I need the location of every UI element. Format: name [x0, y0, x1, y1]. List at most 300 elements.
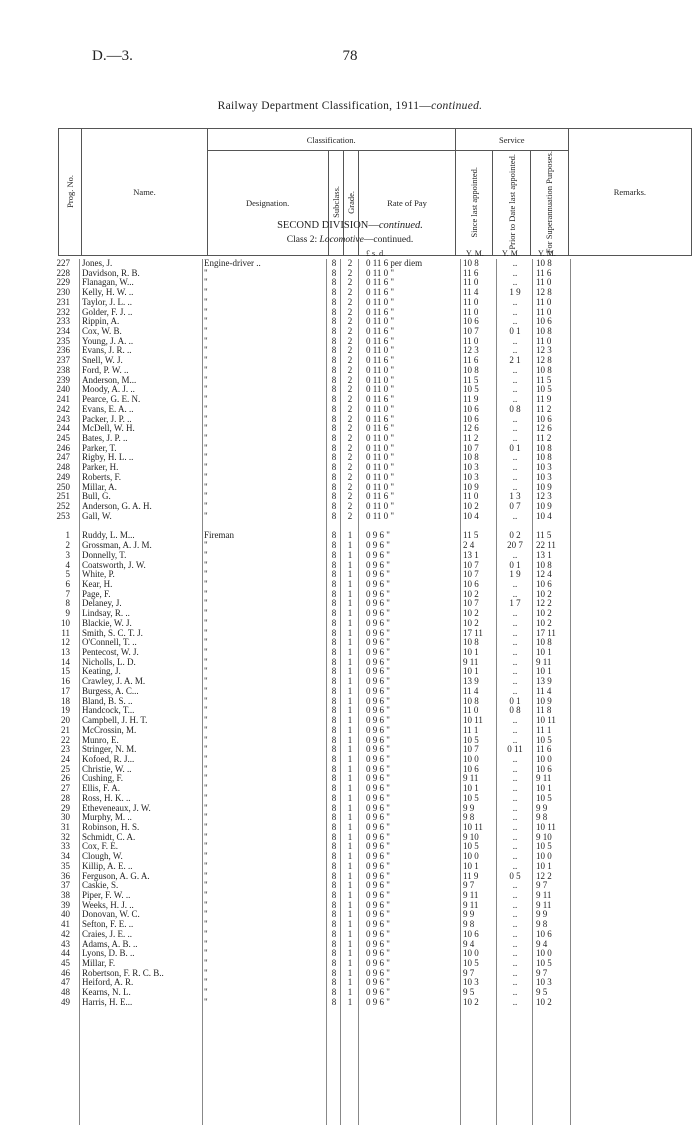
employee-name: Young, J. A. ..: [82, 336, 134, 346]
service-super: 10 1: [536, 783, 552, 794]
rate-of-pay: 0 9 6 ": [366, 802, 390, 813]
rate-of-pay: 0 9 6 ": [366, 705, 390, 716]
prog-no: 246: [56, 442, 70, 453]
employee-name: Ferguson, A. G. A.: [82, 871, 150, 881]
subclass: 8: [331, 792, 337, 803]
grade: 1: [347, 530, 353, 541]
service-prior: ..: [512, 423, 518, 434]
service-prior: 0 8: [509, 403, 521, 414]
subclass: 8: [331, 296, 337, 307]
subclass: 8: [331, 326, 337, 337]
subclass: 8: [331, 413, 337, 424]
service-prior: ..: [512, 432, 518, 443]
prog-no: 236: [56, 345, 70, 356]
grade: 1: [347, 909, 353, 920]
prog-no: 240: [56, 384, 70, 395]
designation: ": [204, 745, 208, 755]
rate-of-pay: 0 9 6 ": [366, 530, 390, 541]
service-prior: ..: [512, 656, 518, 667]
subclass: 8: [331, 724, 337, 735]
service-prior: ..: [512, 763, 518, 774]
service-prior: ..: [512, 462, 518, 473]
service-prior: ..: [512, 617, 518, 628]
employee-name: Pentecost, W. J.: [82, 648, 139, 658]
grade: 1: [347, 783, 353, 794]
subclass: 8: [331, 695, 337, 706]
rate-of-pay: 0 11 0 ": [366, 500, 395, 511]
rate-of-pay: 0 9 6 ": [366, 773, 390, 784]
designation: ": [204, 356, 208, 366]
rate-of-pay: 0 9 6 ": [366, 928, 390, 939]
designation: ": [204, 813, 208, 823]
employee-name: Kofoed, R. J...: [82, 754, 135, 764]
grade: 1: [347, 996, 353, 1007]
grade: 1: [347, 967, 353, 978]
designation: ": [204, 939, 208, 949]
table-row: [0, 998, 700, 1008]
service-since: 11 0: [463, 491, 479, 502]
rate-of-pay: 0 9 6 ": [366, 821, 390, 832]
employee-name: Handcock, T...: [82, 706, 135, 716]
service-prior: 1 9: [509, 287, 521, 298]
subclass: 8: [331, 403, 337, 414]
designation: ": [204, 793, 208, 803]
designation: ": [204, 511, 208, 521]
subclass: 8: [331, 267, 337, 278]
service-super: 12 3: [536, 345, 552, 356]
service-since: 10 9: [463, 481, 479, 492]
grade: 2: [347, 267, 353, 278]
designation: ": [204, 443, 208, 453]
employee-name: Piper, F. W. ..: [82, 891, 131, 900]
subclass: 8: [331, 549, 337, 560]
rate-of-pay: 0 9 6 ": [366, 617, 390, 628]
designation: ": [204, 268, 208, 278]
employee-name: Campbell, J. H. T.: [82, 716, 148, 726]
prog-no: 230: [56, 287, 70, 298]
subclass: 8: [331, 860, 337, 871]
employee-name: Craies, J. E. ..: [82, 929, 132, 939]
subclass: 8: [331, 802, 337, 813]
service-since: 11 5: [463, 530, 479, 541]
rate-of-pay: 0 11 6 ": [366, 394, 395, 405]
designation: ": [204, 628, 208, 638]
employee-name: White, P.: [82, 570, 115, 580]
service-prior: ..: [512, 783, 518, 794]
prog-no: 33: [61, 841, 70, 852]
service-prior: 0 5: [509, 870, 521, 881]
service-super: 10 2: [536, 617, 552, 628]
subclass: 8: [331, 345, 337, 356]
designation: ": [204, 463, 208, 473]
title-continued: continued.: [431, 100, 483, 112]
service-super: 10 2: [536, 996, 552, 1007]
designation: ": [204, 453, 208, 463]
service-super: 9 9: [536, 802, 548, 813]
prog-no: 3: [65, 549, 70, 560]
service-prior: ..: [512, 637, 518, 648]
service-since: 11 0: [463, 335, 479, 346]
employee-name: Evans, J. R. ..: [82, 346, 132, 356]
rate-of-pay: 0 11 6 per diem: [366, 258, 423, 268]
service-super: 9 11: [536, 890, 552, 900]
service-super: 12 2: [536, 598, 552, 609]
subclass: 8: [331, 579, 337, 589]
designation: ": [204, 891, 208, 900]
rate-of-pay: 0 9 6 ": [366, 666, 390, 677]
employee-name: Ellis, F. A.: [82, 784, 121, 794]
rate-of-pay: 0 9 6 ": [366, 870, 390, 881]
service-super: 17 11: [536, 627, 556, 638]
grade: 1: [347, 948, 353, 959]
service-since: 11 1: [463, 724, 479, 735]
grade: 1: [347, 559, 353, 570]
service-super: 11 2: [536, 403, 552, 414]
subclass: 8: [331, 364, 337, 375]
grade: 2: [347, 471, 353, 482]
service-super: 10 6: [536, 413, 552, 424]
service-prior: 1 3: [509, 491, 521, 502]
service-prior: ..: [512, 471, 518, 482]
rate-of-pay: 0 9 6 ": [366, 890, 390, 900]
service-prior: ..: [512, 928, 518, 939]
prog-no: 229: [56, 277, 70, 288]
service-super: 10 3: [536, 462, 552, 473]
subclass: 8: [331, 608, 337, 619]
service-since: 9 9: [463, 909, 475, 920]
service-super: 10 8: [536, 326, 552, 337]
service-super: 10 8: [536, 559, 552, 570]
prog-no: 6: [65, 579, 70, 589]
prog-no: 36: [61, 870, 70, 881]
grade: 2: [347, 374, 353, 385]
subclass: 8: [331, 287, 337, 298]
rate-of-pay: 0 9 6 ": [366, 569, 390, 580]
service-prior: ..: [512, 958, 518, 969]
employee-name: Harris, H. E...: [82, 997, 133, 1007]
designation: ": [204, 784, 208, 794]
service-since: 9 11: [463, 773, 479, 784]
grade: 1: [347, 588, 353, 599]
service-since: 9 7: [463, 967, 475, 978]
subclass: 8: [331, 462, 337, 473]
employee-name: Munro, E.: [82, 735, 119, 745]
subclass: 8: [331, 948, 337, 959]
designation: ": [204, 803, 208, 813]
header-prog-no: Prog. No.: [59, 129, 82, 256]
prog-no: 23: [61, 744, 70, 755]
service-since: 11 0: [463, 296, 479, 307]
employee-name: Packer, J. P. ..: [82, 414, 132, 424]
subclass: 8: [331, 967, 337, 978]
prog-no: 1: [65, 530, 70, 541]
service-prior: 0 1: [509, 559, 521, 570]
designation: ": [204, 385, 208, 395]
service-super: 12 4: [536, 569, 552, 580]
service-since: 9 5: [463, 987, 475, 998]
service-since: 10 1: [463, 783, 479, 794]
employee-name: Heiford, A. R.: [82, 978, 134, 988]
designation: ": [204, 764, 208, 774]
service-prior: ..: [512, 792, 518, 803]
service-super: 10 6: [536, 579, 552, 589]
grade: 1: [347, 890, 353, 900]
designation: ": [204, 832, 208, 842]
rate-of-pay: 0 9 6 ": [366, 579, 390, 589]
service-super: 12 6: [536, 423, 552, 434]
employee-name: O'Connell, T. ..: [82, 638, 137, 648]
rate-of-pay: 0 9 6 ": [366, 783, 390, 794]
rate-of-pay: 0 9 6 ": [366, 637, 390, 648]
grade: 2: [347, 394, 353, 405]
prog-no: 24: [61, 753, 70, 764]
employee-name: Parker, T.: [82, 443, 117, 453]
designation: ": [204, 307, 208, 317]
service-since: 10 5: [463, 792, 479, 803]
service-since: 10 6: [463, 928, 479, 939]
grade: 1: [347, 579, 353, 589]
prog-no: 45: [61, 958, 70, 969]
title-main: Railway Department Classification, 1911—: [217, 100, 432, 112]
designation: ": [204, 968, 208, 978]
employee-name: Page, F.: [82, 589, 111, 599]
service-prior: ..: [512, 374, 518, 385]
employee-name: Bates, J. P. ..: [82, 433, 128, 443]
grade: 2: [347, 413, 353, 424]
designation: ": [204, 550, 208, 560]
header-super: For Superannuation Purposes.: [531, 151, 569, 256]
service-super: 11 2: [536, 432, 552, 443]
service-since: 11 0: [463, 277, 479, 288]
subclass: 8: [331, 598, 337, 609]
service-super: 10 8: [536, 442, 552, 453]
service-prior: ..: [512, 734, 518, 745]
service-prior: ..: [512, 773, 518, 784]
rate-of-pay: 0 11 6 ": [366, 423, 395, 434]
prog-no: 25: [61, 763, 70, 774]
super-units: Y. M.: [538, 249, 556, 258]
service-since: 11 2: [463, 432, 479, 443]
designation: ": [204, 560, 208, 570]
prog-no: 250: [56, 481, 70, 492]
division-heading: SECOND DIVISION—continued.: [277, 220, 423, 231]
designation: ": [204, 288, 208, 298]
service-since: 9 9: [463, 802, 475, 813]
designation: ": [204, 997, 208, 1007]
service-super: 9 11: [536, 656, 552, 667]
header-designation: Designation.: [207, 151, 328, 256]
service-since: 11 0: [463, 705, 479, 716]
employee-name: Christie, W. ..: [82, 764, 132, 774]
prog-no: 46: [61, 967, 70, 978]
service-super: 11 6: [536, 744, 552, 755]
service-super: 9 8: [536, 812, 548, 823]
prog-no: 238: [56, 364, 70, 375]
designation: ": [204, 920, 208, 930]
prog-no: 8: [65, 598, 70, 609]
grade: 2: [347, 335, 353, 346]
service-prior: ..: [512, 724, 518, 735]
grade: 1: [347, 676, 353, 687]
rate-of-pay: 0 11 6 ": [366, 287, 395, 298]
service-since: 10 7: [463, 559, 479, 570]
subclass: 8: [331, 899, 337, 910]
rate-of-pay: 0 9 6 ": [366, 753, 390, 764]
service-super: 9 5: [536, 987, 548, 998]
page-number: 78: [342, 48, 358, 64]
prog-no: 34: [61, 851, 70, 862]
service-since: 10 1: [463, 860, 479, 871]
service-super: 11 8: [536, 705, 552, 716]
service-prior: ..: [512, 394, 518, 405]
rate-of-pay: 0 9 6 ": [366, 715, 390, 726]
rate-of-pay: 0 9 6 ": [366, 851, 390, 862]
designation: ": [204, 929, 208, 939]
service-super: 12 8: [536, 287, 552, 298]
employee-name: Davidson, R. B.: [82, 268, 140, 278]
grade: 1: [347, 647, 353, 658]
grade: 2: [347, 491, 353, 502]
designation: ": [204, 346, 208, 356]
service-since: 11 6: [463, 267, 479, 278]
service-since: 10 8: [463, 452, 479, 463]
grade: 1: [347, 695, 353, 706]
header-since: Since last appointed.: [455, 151, 493, 256]
rate-of-pay: 0 9 6 ": [366, 967, 390, 978]
rate-of-pay: 0 9 6 ": [366, 841, 390, 852]
rate-of-pay: 0 9 6 ": [366, 987, 390, 998]
designation: ": [204, 861, 208, 871]
rate-of-pay: 0 11 6 ": [366, 355, 395, 366]
subclass: 8: [331, 880, 337, 891]
service-since: 10 3: [463, 977, 479, 988]
employee-name: Blackie, W. J.: [82, 618, 132, 628]
designation: ": [204, 754, 208, 764]
designation: ": [204, 677, 208, 687]
service-super: 10 9: [536, 695, 552, 706]
rate-of-pay: 0 11 6 ": [366, 491, 395, 502]
service-super: 10 8: [536, 364, 552, 375]
service-prior: ..: [512, 666, 518, 677]
designation: ": [204, 278, 208, 288]
prog-no: 39: [61, 899, 70, 910]
prior-units: Y. M.: [502, 249, 520, 258]
designation: ": [204, 638, 208, 648]
service-super: 11 0: [536, 277, 552, 288]
service-since: 10 11: [463, 715, 483, 726]
service-super: 11 1: [536, 724, 552, 735]
service-since: 10 2: [463, 608, 479, 619]
grade: 2: [347, 500, 353, 511]
subclass: 8: [331, 452, 337, 463]
service-since: 10 7: [463, 326, 479, 337]
rate-of-pay: 0 9 6 ": [366, 792, 390, 803]
employee-name: Kearns, N. L.: [82, 988, 131, 998]
service-super: 9 7: [536, 967, 548, 978]
service-since: 9 7: [463, 880, 475, 891]
header-remarks: Remarks.: [568, 129, 691, 256]
employee-name: Robertson, F. R. C. B..: [82, 968, 164, 978]
subclass: 8: [331, 617, 337, 628]
grade: 2: [347, 355, 353, 366]
employee-name: Keating, J.: [82, 667, 121, 677]
subclass: 8: [331, 355, 337, 366]
prog-no: 239: [56, 374, 70, 385]
prog-no: 2: [65, 540, 70, 551]
rate-of-pay: 0 11 0 ": [366, 452, 395, 463]
service-super: 11 4: [536, 685, 552, 696]
designation: ": [204, 657, 208, 667]
designation: ": [204, 580, 208, 589]
employee-name: Crawley, J. A. M.: [82, 677, 146, 687]
service-prior: ..: [512, 919, 518, 930]
employee-name: Roberts, F.: [82, 472, 122, 482]
prog-no: 17: [61, 685, 70, 696]
employee-name: Stringer, N. M.: [82, 745, 137, 755]
service-prior: ..: [512, 277, 518, 288]
designation: ": [204, 492, 208, 502]
rate-of-pay: 0 11 0 ": [366, 481, 395, 492]
service-prior: ..: [512, 996, 518, 1007]
designation: ": [204, 988, 208, 998]
employee-name: Caskie, S.: [82, 881, 119, 891]
employee-name: Anderson, G. A. H.: [82, 501, 152, 511]
grade: 2: [347, 462, 353, 473]
grade: 1: [347, 860, 353, 871]
service-prior: ..: [512, 967, 518, 978]
designation: ": [204, 541, 208, 551]
prog-no: 30: [61, 812, 70, 823]
rate-of-pay: 0 9 6 ": [366, 685, 390, 696]
service-since: 10 7: [463, 744, 479, 755]
grade: 1: [347, 938, 353, 949]
employee-name: Golder, F. J. ..: [82, 307, 133, 317]
service-super: 10 6: [536, 763, 552, 774]
subclass: 8: [331, 744, 337, 755]
service-prior: ..: [512, 860, 518, 871]
service-prior: ..: [512, 948, 518, 959]
employee-name: Weeks, H. J. ..: [82, 900, 134, 910]
service-super: 9 8: [536, 919, 548, 930]
service-prior: 0 1: [509, 442, 521, 453]
designation: ": [204, 648, 208, 658]
subclass: 8: [331, 841, 337, 852]
designation: ": [204, 317, 208, 327]
service-since: 2 4: [463, 540, 475, 551]
service-prior: ..: [512, 812, 518, 823]
grade: 1: [347, 666, 353, 677]
service-super: 10 1: [536, 860, 552, 871]
rate-of-pay: 0 9 6 ": [366, 598, 390, 609]
subclass: 8: [331, 715, 337, 726]
service-prior: 0 1: [509, 326, 521, 337]
service-since: 11 0: [463, 306, 479, 317]
prog-no: 43: [61, 938, 70, 949]
grade: 2: [347, 442, 353, 453]
designation: Engine-driver ..: [204, 259, 261, 268]
designation: ": [204, 735, 208, 745]
rate-of-pay: 0 9 6 ": [366, 880, 390, 891]
prog-no: 26: [61, 773, 70, 784]
service-super: 11 0: [536, 306, 552, 317]
prog-no: 249: [56, 471, 70, 482]
service-prior: ..: [512, 452, 518, 463]
header-subclass: Subclass.: [328, 151, 343, 256]
grade: 1: [347, 549, 353, 560]
prog-no: 20: [61, 715, 70, 726]
prog-no: 7: [65, 588, 70, 599]
service-since: 13 9: [463, 676, 479, 687]
